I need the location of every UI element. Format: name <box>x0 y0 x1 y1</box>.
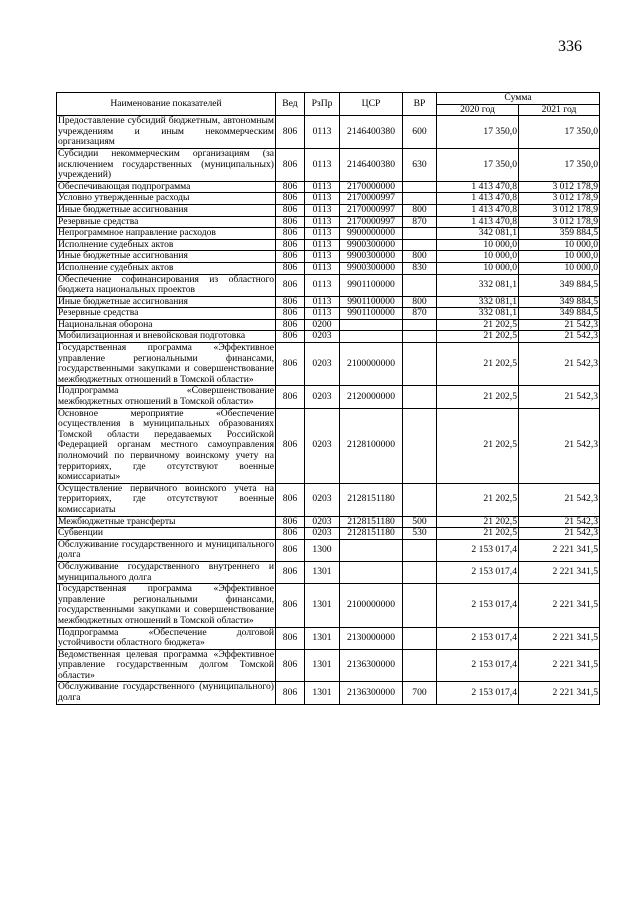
cell-2020: 2 153 017,4 <box>437 627 519 649</box>
cell-ved: 806 <box>276 561 305 583</box>
cell-2021: 21 542,3 <box>519 386 600 408</box>
cell-csr: 2130000000 <box>340 627 403 649</box>
cell-name: Основное мероприятие «Обеспечение осуществления в муниципальных образованиях Томской области передаваемых Российской Федерацией органам местного самоуправления полномочий по первичному воинскому учету на территориях, где отсутствуют военные комиссариаты» <box>58 407 274 483</box>
table-row <box>57 319 600 331</box>
cell-vr: 500 <box>403 516 437 528</box>
table-row <box>57 561 600 583</box>
table-body <box>57 116 600 704</box>
cell-2021: 2 221 341,5 <box>519 682 600 704</box>
cell-ved: 806 <box>276 204 305 216</box>
table-row <box>57 408 600 483</box>
cell-vr <box>403 331 437 343</box>
cell-name: Обеспечение софинансирования из областного бюджета национальных проектов <box>58 273 274 296</box>
cell-2020: 332 081,1 <box>437 308 519 320</box>
cell-ved: 806 <box>276 682 305 704</box>
cell-name: Государственная программа «Эффективное управление региональными финансами, государственными закупками и совершенствование межбюджетных отношений в Томской области» <box>58 342 274 385</box>
cell-name: Резервные средства <box>57 216 276 228</box>
cell-ved: 806 <box>276 116 305 149</box>
cell-2021: 21 542,3 <box>519 331 600 343</box>
cell-2020: 332 081,1 <box>437 296 519 308</box>
cell-vr: 530 <box>403 528 437 540</box>
header-year-2021: 2021 год <box>519 104 600 116</box>
cell-ved: 806 <box>276 386 305 408</box>
cell-rzpr: 0203 <box>305 331 340 343</box>
cell-2021: 17 350,0 <box>519 148 600 181</box>
cell-2021: 2 221 341,5 <box>519 561 600 583</box>
cell-2021: 2 221 341,5 <box>519 649 600 682</box>
cell-csr: 2146400380 <box>340 116 403 149</box>
cell-vr <box>403 274 437 296</box>
cell-csr: 2136300000 <box>340 682 403 704</box>
cell-rzpr: 0113 <box>305 274 340 296</box>
cell-2021: 349 884,5 <box>519 296 600 308</box>
cell-ved: 806 <box>276 319 305 331</box>
cell-csr <box>340 319 403 331</box>
cell-2021: 2 221 341,5 <box>519 627 600 649</box>
cell-vr <box>403 539 437 561</box>
table-row <box>57 239 600 251</box>
cell-vr <box>403 193 437 205</box>
cell-2020: 1 413 470,8 <box>437 204 519 216</box>
cell-2020: 2 153 017,4 <box>437 649 519 682</box>
cell-rzpr: 1301 <box>305 627 340 649</box>
cell-rzpr: 0203 <box>305 408 340 483</box>
cell-csr <box>340 539 403 561</box>
cell-name: Обслуживание государственного (муниципального) долга <box>58 681 274 704</box>
table-row <box>57 116 600 149</box>
cell-name: Обслуживание государственного и муниципального долга <box>58 538 274 561</box>
table-row <box>57 216 600 228</box>
cell-2020: 10 000,0 <box>437 239 519 251</box>
cell-2021: 3 012 178,9 <box>519 193 600 205</box>
cell-rzpr: 0203 <box>305 528 340 540</box>
cell-ved: 806 <box>276 627 305 649</box>
table-row <box>57 148 600 181</box>
cell-ved: 806 <box>276 239 305 251</box>
cell-2021: 3 012 178,9 <box>519 181 600 193</box>
cell-2021: 21 542,3 <box>519 343 600 386</box>
cell-name: Иные бюджетные ассигнования <box>57 204 276 216</box>
cell-2020: 21 202,5 <box>437 331 519 343</box>
cell-rzpr: 0113 <box>305 239 340 251</box>
cell-vr <box>403 343 437 386</box>
cell-2020: 1 413 470,8 <box>437 216 519 228</box>
table-row <box>57 228 600 240</box>
cell-ved: 806 <box>276 296 305 308</box>
cell-name: Государственная программа «Эффективное управление региональными финансами, государственными закупками и совершенствование межбюджетных отношений в Томской области» <box>58 583 274 626</box>
cell-name: Иные бюджетные ассигнования <box>57 251 276 263</box>
cell-rzpr: 0203 <box>305 343 340 386</box>
cell-name: Подпрограмма «Совершенствование межбюджетных отношений в Томской области» <box>58 385 274 408</box>
cell-2020: 2 153 017,4 <box>437 584 519 627</box>
cell-ved: 806 <box>276 148 305 181</box>
cell-ved: 806 <box>276 584 305 627</box>
cell-csr: 2170000997 <box>340 193 403 205</box>
cell-vr <box>403 408 437 483</box>
cell-vr <box>403 561 437 583</box>
cell-ved: 806 <box>276 483 305 516</box>
cell-name: Межбюджетные трансферты <box>57 516 276 528</box>
cell-name: Исполнение судебных актов <box>57 239 276 251</box>
cell-vr: 800 <box>403 251 437 263</box>
cell-2021: 349 884,5 <box>519 274 600 296</box>
cell-name: Иные бюджетные ассигнования <box>57 296 276 308</box>
header-year-2020: 2020 год <box>437 104 519 116</box>
cell-vr <box>403 239 437 251</box>
table-row <box>57 483 600 516</box>
cell-vr: 830 <box>403 262 437 274</box>
cell-csr <box>340 331 403 343</box>
cell-2020: 21 202,5 <box>437 408 519 483</box>
header-csr: ЦСР <box>340 93 403 116</box>
cell-rzpr: 0113 <box>305 228 340 240</box>
cell-rzpr: 0113 <box>305 216 340 228</box>
header-name: Наименование показателей <box>57 93 276 116</box>
cell-2021: 10 000,0 <box>519 239 600 251</box>
cell-rzpr: 0113 <box>305 262 340 274</box>
cell-ved: 806 <box>276 408 305 483</box>
cell-2021: 21 542,3 <box>519 483 600 516</box>
cell-ved: 806 <box>276 649 305 682</box>
cell-rzpr: 0113 <box>305 308 340 320</box>
cell-2021: 359 884,5 <box>519 228 600 240</box>
cell-csr: 9901100000 <box>340 274 403 296</box>
cell-2020: 2 153 017,4 <box>437 682 519 704</box>
cell-ved: 806 <box>276 181 305 193</box>
cell-csr: 9901100000 <box>340 308 403 320</box>
page-number: 336 <box>558 38 582 55</box>
table-row <box>57 296 600 308</box>
cell-2021: 2 221 341,5 <box>519 539 600 561</box>
cell-rzpr: 0203 <box>305 483 340 516</box>
cell-vr <box>403 649 437 682</box>
cell-vr <box>403 627 437 649</box>
cell-2021: 3 012 178,9 <box>519 216 600 228</box>
cell-vr <box>403 584 437 627</box>
cell-csr: 2128151180 <box>340 483 403 516</box>
cell-ved: 806 <box>276 193 305 205</box>
cell-vr: 870 <box>403 216 437 228</box>
cell-rzpr: 0203 <box>305 386 340 408</box>
cell-csr: 9900300000 <box>340 251 403 263</box>
cell-2021: 10 000,0 <box>519 262 600 274</box>
cell-name: Обслуживание государственного внутреннего и муниципального долга <box>58 560 274 583</box>
cell-2021: 21 542,3 <box>519 528 600 540</box>
cell-ved: 806 <box>276 343 305 386</box>
cell-2020: 1 413 470,8 <box>437 181 519 193</box>
cell-ved: 806 <box>276 251 305 263</box>
cell-2021: 10 000,0 <box>519 251 600 263</box>
cell-vr <box>403 483 437 516</box>
cell-name: Субсидии некоммерческим организациям (за исключением государственных (муниципальных) учреждений) <box>58 147 274 181</box>
cell-2020: 21 202,5 <box>437 386 519 408</box>
cell-2021: 17 350,0 <box>519 116 600 149</box>
cell-csr: 9901100000 <box>340 296 403 308</box>
cell-vr: 600 <box>403 116 437 149</box>
cell-ved: 806 <box>276 516 305 528</box>
table-row <box>57 274 600 296</box>
cell-csr <box>340 561 403 583</box>
table-row <box>57 193 600 205</box>
cell-name: Обеспечивающая подпрограмма <box>57 181 276 193</box>
cell-vr <box>403 386 437 408</box>
cell-vr: 870 <box>403 308 437 320</box>
cell-2021: 349 884,5 <box>519 308 600 320</box>
table-row <box>57 627 600 649</box>
table-row <box>57 331 600 343</box>
cell-rzpr: 0113 <box>305 148 340 181</box>
table-row <box>57 262 600 274</box>
cell-ved: 806 <box>276 331 305 343</box>
cell-rzpr: 0113 <box>305 251 340 263</box>
cell-csr: 2128151180 <box>340 516 403 528</box>
cell-rzpr: 1301 <box>305 584 340 627</box>
cell-csr: 2136300000 <box>340 649 403 682</box>
cell-csr: 2170000997 <box>340 216 403 228</box>
table-row <box>57 204 600 216</box>
cell-name: Ведомственная целевая программа «Эффективное управление государственным долгом Томской области» <box>58 648 274 681</box>
table-row <box>57 584 600 627</box>
cell-rzpr: 0113 <box>305 296 340 308</box>
cell-2021: 21 542,3 <box>519 408 600 483</box>
cell-vr: 800 <box>403 296 437 308</box>
cell-2020: 21 202,5 <box>437 319 519 331</box>
cell-2020: 2 153 017,4 <box>437 561 519 583</box>
cell-ved: 806 <box>276 308 305 320</box>
cell-name: Подпрограмма «Обеспечение долговой устойчивости областного бюджета» <box>58 626 274 649</box>
cell-2020: 21 202,5 <box>437 343 519 386</box>
header-ved: Вед <box>276 93 305 116</box>
cell-vr: 700 <box>403 682 437 704</box>
table-row <box>57 682 600 704</box>
cell-rzpr: 1301 <box>305 649 340 682</box>
budget-table <box>56 92 600 705</box>
cell-2020: 1 413 470,8 <box>437 193 519 205</box>
cell-rzpr: 1301 <box>305 682 340 704</box>
cell-csr: 2100000000 <box>340 343 403 386</box>
cell-ved: 806 <box>276 539 305 561</box>
table-row <box>57 251 600 263</box>
header-rzpr: РзПр <box>305 93 340 116</box>
cell-2020: 2 153 017,4 <box>437 539 519 561</box>
cell-rzpr: 0200 <box>305 319 340 331</box>
cell-2020: 21 202,5 <box>437 483 519 516</box>
table-row <box>57 386 600 408</box>
table-row <box>57 528 600 540</box>
cell-csr: 2120000000 <box>340 386 403 408</box>
cell-name: Предоставление субсидий бюджетным, автономным учреждениям и иным некоммерческим организациям <box>58 115 274 148</box>
cell-vr <box>403 319 437 331</box>
cell-2020: 17 350,0 <box>437 148 519 181</box>
table-row <box>57 343 600 386</box>
cell-2020: 342 081,1 <box>437 228 519 240</box>
cell-2021: 21 542,3 <box>519 516 600 528</box>
cell-2020: 17 350,0 <box>437 116 519 149</box>
cell-ved: 806 <box>276 228 305 240</box>
cell-2020: 21 202,5 <box>437 516 519 528</box>
cell-vr <box>403 228 437 240</box>
cell-rzpr: 1301 <box>305 561 340 583</box>
header-vr: ВР <box>403 93 437 116</box>
cell-vr: 800 <box>403 204 437 216</box>
cell-vr: 630 <box>403 148 437 181</box>
cell-name: Непрограммное направление расходов <box>57 228 276 240</box>
cell-2020: 332 081,1 <box>437 274 519 296</box>
cell-2021: 3 012 178,9 <box>519 204 600 216</box>
cell-csr: 2170000000 <box>340 181 403 193</box>
table-row <box>57 181 600 193</box>
cell-name: Условно утвержденные расходы <box>57 193 276 205</box>
cell-rzpr: 1300 <box>305 539 340 561</box>
table-row <box>57 649 600 682</box>
cell-name: Резервные средства <box>57 308 276 320</box>
cell-name: Национальная оборона <box>57 319 276 331</box>
cell-rzpr: 0113 <box>305 193 340 205</box>
cell-name: Субвенции <box>57 528 276 540</box>
cell-2020: 10 000,0 <box>437 251 519 263</box>
cell-2021: 21 542,3 <box>519 319 600 331</box>
cell-csr: 2146400380 <box>340 148 403 181</box>
cell-csr: 2128100000 <box>340 408 403 483</box>
cell-csr: 9900000000 <box>340 228 403 240</box>
cell-name: Мобилизационная и вневойсковая подготовка <box>57 331 276 343</box>
table-row <box>57 308 600 320</box>
cell-ved: 806 <box>276 262 305 274</box>
cell-name: Осуществление первичного воинского учета на территориях, где отсутствуют военные комиссариаты <box>58 482 274 515</box>
cell-ved: 806 <box>276 528 305 540</box>
cell-2020: 21 202,5 <box>437 528 519 540</box>
cell-vr <box>403 181 437 193</box>
cell-rzpr: 0203 <box>305 516 340 528</box>
cell-ved: 806 <box>276 216 305 228</box>
header-sum: Сумма <box>437 93 600 105</box>
cell-2021: 2 221 341,5 <box>519 584 600 627</box>
cell-csr: 2100000000 <box>340 584 403 627</box>
cell-2020: 10 000,0 <box>437 262 519 274</box>
cell-ved: 806 <box>276 274 305 296</box>
cell-rzpr: 0113 <box>305 116 340 149</box>
cell-csr: 9900300000 <box>340 262 403 274</box>
cell-csr: 2128151180 <box>340 528 403 540</box>
cell-name: Исполнение судебных актов <box>57 262 276 274</box>
cell-rzpr: 0113 <box>305 181 340 193</box>
cell-csr: 2170000997 <box>340 204 403 216</box>
cell-rzpr: 0113 <box>305 204 340 216</box>
table-row <box>57 539 600 561</box>
table-row <box>57 516 600 528</box>
cell-csr: 9900300000 <box>340 239 403 251</box>
